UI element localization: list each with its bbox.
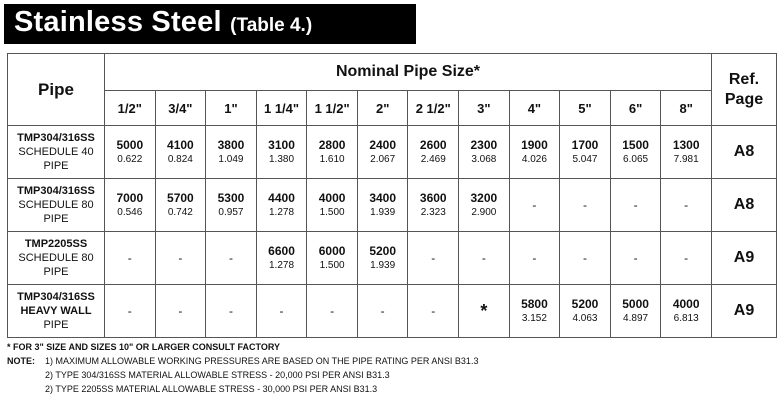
pressure-cell (661, 232, 712, 285)
pressure-cell (155, 285, 206, 338)
note-line-3 (7, 382, 478, 396)
pipe-type-line: PIPE (43, 266, 69, 278)
note-label: NOTE: (7, 356, 35, 366)
not-applicable-dash: - (633, 198, 638, 212)
inside-diameter-value: 1.049 (218, 154, 244, 165)
not-applicable-dash: - (279, 304, 284, 318)
pressure-value: 2300 (470, 138, 498, 152)
inside-diameter-value: 4.026 (521, 154, 547, 165)
not-applicable-dash: - (127, 304, 132, 318)
inside-diameter-value: 6.813 (673, 313, 699, 324)
not-applicable-dash: - (228, 251, 233, 265)
pressure-cell (307, 232, 358, 285)
footnote-marker: * (480, 300, 488, 321)
note-item: 2) TYPE 304/316SS MATERIAL ALLOWABLE STRESS - 20,000 PSI PER ANSI B31.3 (45, 370, 390, 380)
pressure-cell (408, 232, 459, 285)
pressure-value: 1700 (571, 138, 599, 152)
not-applicable-dash: - (582, 251, 587, 265)
size-header: 1 1/4" (256, 91, 307, 126)
inside-diameter-value: 2.469 (420, 154, 446, 165)
pressure-value: 2600 (419, 138, 447, 152)
pressure-value: 3800 (217, 138, 245, 152)
inside-diameter-value: 1.278 (269, 207, 295, 218)
note-line-2 (7, 368, 478, 382)
pressure-cell (560, 232, 611, 285)
size-header: 6" (610, 91, 661, 126)
pressure-cell (661, 126, 712, 179)
pressure-cell (509, 285, 560, 338)
pressure-value: 1300 (672, 138, 700, 152)
pressure-value: 3200 (470, 191, 498, 205)
size-header: 1" (206, 91, 257, 126)
pressure-cell (206, 126, 257, 179)
pressure-cell (155, 179, 206, 232)
pressure-value: 4000 (672, 297, 700, 311)
pipe-type-line: SCHEDULE 40 (18, 146, 94, 158)
not-applicable-dash: - (178, 251, 183, 265)
inside-diameter-value: 2.067 (370, 154, 396, 165)
ref-header-line2: Page (724, 90, 764, 108)
pressure-cell (509, 126, 560, 179)
not-applicable-dash: - (532, 251, 537, 265)
pressure-cell (105, 285, 156, 338)
ref-page-header (712, 54, 777, 126)
size-header: 4" (509, 91, 560, 126)
pressure-cell (459, 285, 510, 338)
inside-diameter-value: 2.323 (420, 207, 446, 218)
pressure-cell (307, 126, 358, 179)
pressure-cell (307, 285, 358, 338)
size-header: 1 1/2" (307, 91, 358, 126)
pipe-type-cell (8, 232, 105, 285)
inside-diameter-value: 1.380 (269, 154, 295, 165)
not-applicable-dash: - (532, 198, 537, 212)
inside-diameter-value: 0.824 (167, 154, 193, 165)
pressure-value: 5200 (369, 244, 397, 258)
inside-diameter-value: 1.610 (319, 154, 345, 165)
note-item: 2) TYPE 2205SS MATERIAL ALLOWABLE STRESS - 30,000 PSI PER ANSI B31.3 (45, 384, 378, 394)
pressure-cell (206, 232, 257, 285)
size-header: 5" (560, 91, 611, 126)
pressure-value: 1900 (521, 138, 548, 152)
pipe-type-line: TMP304/316SS (17, 185, 95, 197)
size-header: 8" (661, 91, 712, 126)
ref-page-cell: A8 (712, 126, 777, 179)
pressure-cell (610, 126, 661, 179)
not-applicable-dash: - (582, 198, 587, 212)
not-applicable-dash: - (684, 251, 689, 265)
pressure-cell (408, 179, 459, 232)
table-row (8, 126, 777, 179)
not-applicable-dash: - (127, 251, 132, 265)
not-applicable-dash: - (228, 304, 233, 318)
not-applicable-dash: - (178, 304, 183, 318)
inside-diameter-value: 0.546 (117, 207, 143, 218)
size-header: 2 1/2" (408, 91, 459, 126)
pressure-cell (206, 285, 257, 338)
ref-header-line1: Ref. (728, 70, 760, 88)
size-header: 3/4" (155, 91, 206, 126)
pressure-cell (560, 179, 611, 232)
title-main: Stainless Steel (14, 6, 222, 38)
inside-diameter-value: 6.065 (623, 154, 649, 165)
footnote: * FOR 3" SIZE AND SIZES 10" OR LARGER CONSULT FACTORY (7, 342, 281, 352)
pressure-value: 3100 (268, 138, 295, 152)
pressure-value: 3600 (419, 191, 447, 205)
pressure-value: 5700 (167, 191, 194, 205)
pipe-type-line: PIPE (43, 213, 69, 225)
size-header: 2" (357, 91, 408, 126)
pressure-value: 5800 (521, 297, 548, 311)
inside-diameter-value: 1.939 (370, 260, 396, 271)
inside-diameter-value: 5.047 (572, 154, 598, 165)
pressure-cell (155, 126, 206, 179)
pressure-cell (357, 285, 408, 338)
pipe-header: Pipe (8, 54, 105, 126)
pipe-type-line: SCHEDULE 80 (18, 252, 94, 264)
inside-diameter-value: 0.622 (117, 154, 143, 165)
inside-diameter-value: 4.897 (623, 313, 649, 324)
pressure-cell (560, 126, 611, 179)
not-applicable-dash: - (481, 251, 486, 265)
inside-diameter-value: 1.500 (319, 207, 345, 218)
pipe-type-line: TMP304/316SS (17, 132, 95, 144)
title-banner (4, 4, 416, 44)
pressure-table (7, 53, 777, 338)
pipe-type-line: PIPE (43, 160, 69, 172)
notes-section (7, 340, 478, 396)
pressure-cell (408, 126, 459, 179)
not-applicable-dash: - (684, 198, 689, 212)
pressure-cell (509, 232, 560, 285)
pressure-value: 5300 (217, 191, 245, 205)
pressure-cell (610, 179, 661, 232)
pressure-value: 3400 (369, 191, 397, 205)
pipe-type-line: TMP2205SS (24, 238, 88, 250)
pressure-cell (661, 285, 712, 338)
inside-diameter-value: 2.900 (471, 207, 497, 218)
pressure-value: 4100 (167, 138, 194, 152)
pipe-type-line: PIPE (43, 319, 69, 331)
pressure-value: 1500 (622, 138, 649, 152)
pressure-cell (206, 179, 257, 232)
pressure-cell (256, 126, 307, 179)
size-header: 3" (459, 91, 510, 126)
inside-diameter-value: 1.278 (269, 260, 295, 271)
inside-diameter-value: 1.939 (370, 207, 396, 218)
pressure-cell (105, 232, 156, 285)
note-line-1 (7, 354, 478, 368)
pressure-value: 5200 (571, 297, 599, 311)
table-body (8, 126, 777, 338)
pressure-cell (661, 179, 712, 232)
pressure-cell (155, 232, 206, 285)
size-header: 1/2" (105, 91, 156, 126)
pressure-cell (459, 232, 510, 285)
pressure-cell (256, 179, 307, 232)
table-row (8, 285, 777, 338)
pressure-cell (357, 126, 408, 179)
pressure-cell (256, 232, 307, 285)
pressure-cell (459, 179, 510, 232)
ref-page-cell: A9 (712, 285, 777, 338)
pressure-value: 7000 (116, 191, 144, 205)
pipe-type-cell (8, 179, 105, 232)
table-row (8, 179, 777, 232)
pressure-value: 5000 (116, 138, 144, 152)
not-applicable-dash: - (330, 304, 335, 318)
not-applicable-dash: - (431, 251, 436, 265)
nominal-pipe-size-header: Nominal Pipe Size* (105, 54, 712, 91)
ref-page-cell: A9 (712, 232, 777, 285)
pressure-cell (105, 179, 156, 232)
pressure-value: 4400 (268, 191, 295, 205)
pressure-cell (256, 285, 307, 338)
pressure-value: 6000 (318, 244, 346, 258)
pressure-cell (105, 126, 156, 179)
pipe-type-cell (8, 126, 105, 179)
pipe-type-line: SCHEDULE 80 (18, 199, 94, 211)
pressure-cell (459, 126, 510, 179)
inside-diameter-value: 4.063 (572, 313, 598, 324)
pressure-cell (357, 232, 408, 285)
pressure-value: 6600 (268, 244, 295, 258)
pressure-value: 4000 (318, 191, 346, 205)
page-title (14, 6, 312, 39)
title-sub: (Table 4.) (230, 15, 313, 36)
note-item: 1) MAXIMUM ALLOWABLE WORKING PRESSURES ARE BASED ON THE PIPE RATING PER ANSI B31.3 (45, 356, 479, 366)
inside-diameter-value: 1.500 (319, 260, 345, 271)
pressure-value: 2800 (318, 138, 346, 152)
pressure-value: 5000 (622, 297, 649, 311)
ref-page-cell: A8 (712, 179, 777, 232)
not-applicable-dash: - (380, 304, 385, 318)
pipe-type-line: TMP304/316SS (17, 291, 95, 303)
pressure-cell (610, 232, 661, 285)
pressure-value: 2400 (369, 138, 397, 152)
pressure-cell (357, 179, 408, 232)
inside-diameter-value: 0.742 (167, 207, 193, 218)
not-applicable-dash: - (633, 251, 638, 265)
not-applicable-dash: - (431, 304, 436, 318)
inside-diameter-value: 3.068 (471, 154, 497, 165)
inside-diameter-value: 7.981 (673, 154, 699, 165)
size-header-row (8, 91, 777, 126)
pressure-cell (307, 179, 358, 232)
table-row (8, 232, 777, 285)
pressure-cell (509, 179, 560, 232)
pressure-cell (610, 285, 661, 338)
pressure-cell (408, 285, 459, 338)
pressure-cell (560, 285, 611, 338)
pipe-type-cell (8, 285, 105, 338)
inside-diameter-value: 3.152 (521, 313, 547, 324)
inside-diameter-value: 0.957 (218, 207, 244, 218)
pipe-type-line: HEAVY WALL (20, 305, 92, 317)
